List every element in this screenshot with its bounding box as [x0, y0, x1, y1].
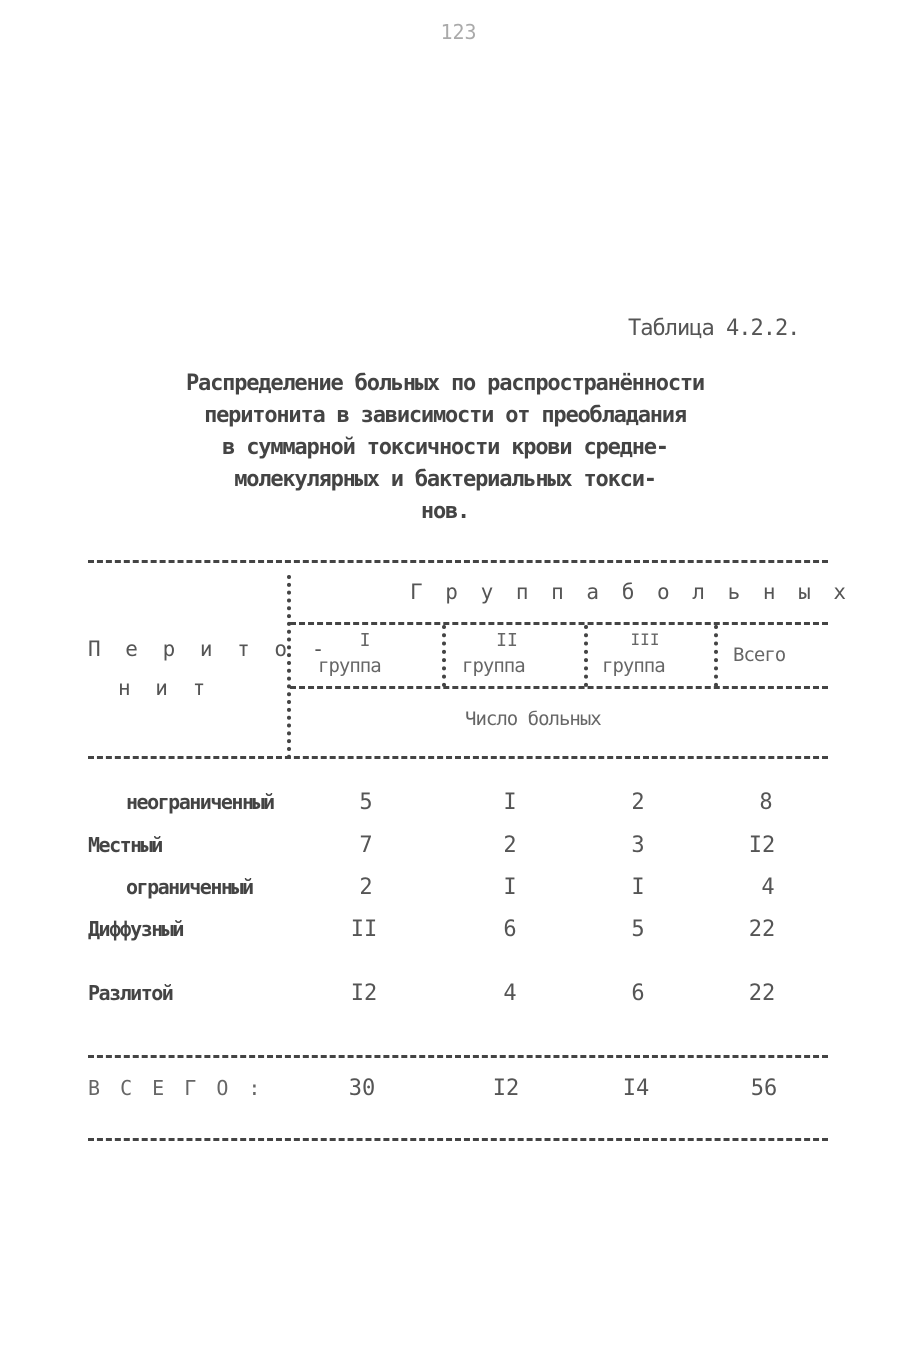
- group-separator: [584, 625, 588, 687]
- group-3-numeral: III: [630, 630, 660, 649]
- total-column-header: Всего: [733, 644, 786, 666]
- body-bottom-rule: [88, 1055, 828, 1058]
- stub-header-line2: н и т: [118, 676, 212, 700]
- cell-value: I: [631, 875, 645, 900]
- subheader-rule: [290, 686, 828, 689]
- cell-value: 3: [631, 833, 645, 858]
- row-label-local: Местный: [88, 833, 162, 857]
- cell-value: I2: [748, 833, 776, 858]
- row-label-unlimited: неограниченный: [126, 790, 274, 814]
- cell-value: 5: [631, 917, 645, 942]
- caption-line: Распределение больных по распространённости: [186, 371, 704, 396]
- group-header: Г р у п п а б о л ь н ы х: [410, 580, 852, 604]
- page-number: 123: [440, 20, 477, 44]
- total-cell-value: I2: [492, 1076, 520, 1101]
- caption-line: нов.: [420, 499, 470, 524]
- cell-value: 6: [503, 917, 517, 942]
- group-header-rule: [290, 622, 828, 625]
- cell-value: 2: [631, 790, 645, 815]
- cell-value: II: [350, 917, 378, 942]
- cell-value: 2: [503, 833, 517, 858]
- header-bottom-rule: [88, 756, 828, 759]
- stub-column-separator: [287, 575, 291, 759]
- caption-line: молекулярных и бактериальных токси-: [234, 467, 656, 492]
- cell-value: 4: [761, 875, 775, 900]
- row-label-generalized: Разлитой: [88, 981, 173, 1005]
- group-separator: [442, 625, 446, 687]
- group-1-numeral: I: [359, 630, 371, 651]
- table-label: Таблица 4.2.2.: [628, 316, 800, 341]
- cell-value: 22: [748, 917, 776, 942]
- group-separator: [714, 625, 718, 687]
- group-2-numeral: II: [496, 630, 518, 651]
- group-2-word: группа: [462, 655, 525, 677]
- total-row-label: В С Е Г О :: [88, 1076, 265, 1100]
- row-label-diffuse: Диффузный: [88, 917, 183, 941]
- cell-value: 7: [359, 833, 373, 858]
- group-3-word: группа: [602, 655, 665, 677]
- total-cell-value: 56: [750, 1076, 778, 1101]
- table-caption: [140, 368, 750, 528]
- cell-value: 4: [503, 981, 517, 1006]
- cell-value: 6: [631, 981, 645, 1006]
- cell-value: 5: [359, 790, 373, 815]
- cell-value: I: [503, 875, 517, 900]
- cell-value: I: [503, 790, 517, 815]
- cell-value: I2: [350, 981, 378, 1006]
- total-cell-value: I4: [622, 1076, 650, 1101]
- patients-count-header: Число больных: [465, 708, 601, 730]
- table-top-rule: [88, 560, 828, 563]
- table-bottom-rule: [88, 1138, 828, 1141]
- cell-value: 2: [359, 875, 373, 900]
- cell-value: 8: [759, 790, 773, 815]
- total-cell-value: 30: [348, 1076, 376, 1101]
- group-1-word: группа: [318, 655, 381, 677]
- caption-line: в суммарной токсичности крови средне-: [222, 435, 668, 460]
- stub-header-line1: П е р и т о -: [88, 637, 331, 661]
- row-label-limited: ограниченный: [126, 875, 253, 899]
- cell-value: 22: [748, 981, 776, 1006]
- caption-line: перитонита в зависимости от преобладания: [204, 403, 686, 428]
